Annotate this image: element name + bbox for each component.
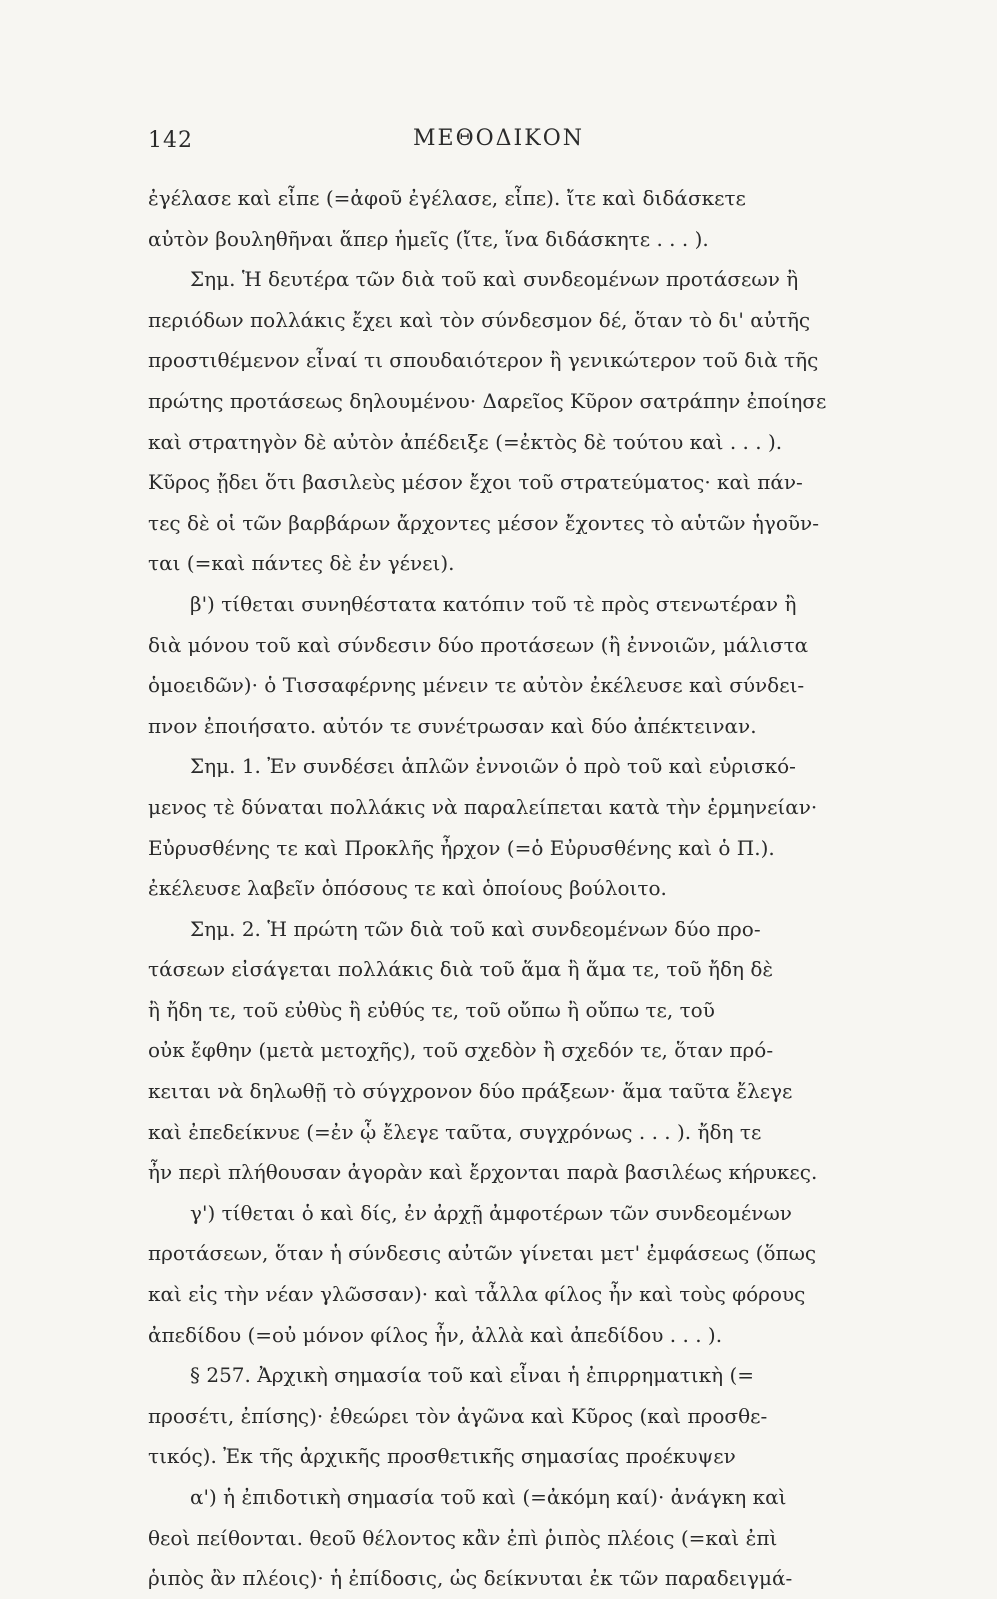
text-line: μενος τὲ δύναται πολλάκις νὰ παραλείπεται κατὰ τὴν ἑρμηνείαν· bbox=[148, 794, 818, 819]
text-line: γ') τίθεται ὁ καὶ δίς, ἐν ἀρχῇ ἀμφοτέρων τῶν συνδεομένων bbox=[190, 1200, 792, 1225]
text-line: τες δὲ οἱ τῶν βαρβάρων ἄρχοντες μέσον ἔχοντες τὸ αὑτῶν ἡγοῦν- bbox=[148, 510, 819, 535]
text-line: τικός). Ἐκ τῆς ἀρχικῆς προσθετικῆς σημασίας προέκυψεν bbox=[148, 1444, 736, 1469]
running-head: ΜΕΘΟΔΙΚΟΝ bbox=[413, 126, 584, 151]
text-line: ἢ ἤδη τε, τοῦ εὐθὺς ἢ εὐθύς τε, τοῦ οὔπω ἢ οὔπω τε, τοῦ bbox=[148, 997, 715, 1022]
text-line: προστιθέμενον εἶναί τι σπουδαιότερον ἢ γενικώτερον τοῦ διὰ τῆς bbox=[148, 348, 819, 373]
text-line: ἦν περὶ πλήθουσαν ἀγορὰν καὶ ἔρχονται παρὰ βασιλέως κήρυκες. bbox=[148, 1160, 818, 1185]
text-line: Κῦρος ᾔδει ὅτι βασιλεὺς μέσον ἔχοι τοῦ στρατεύματος· καὶ πάν- bbox=[148, 470, 803, 495]
body-text bbox=[148, 178, 908, 1599]
text-line: β') τίθεται συνηθέστατα κατόπιν τοῦ τὲ πρὸς στενωτέραν ἢ bbox=[190, 591, 797, 616]
text-line: καὶ εἰς τὴν νέαν γλῶσσαν)· καὶ τἆλλα φίλος ἦν καὶ τοὺς φόρους bbox=[148, 1282, 806, 1307]
text-line: ὁμοειδῶν)· ὁ Τισσαφέρνης μένειν τε αὐτὸν ἐκέλευσε καὶ σύνδει- bbox=[148, 673, 805, 698]
text-line: οὐκ ἔφθην (μετὰ μετοχῆς), τοῦ σχεδὸν ἢ σχεδόν τε, ὅταν πρό- bbox=[148, 1038, 774, 1063]
text-line: ται (=καὶ πάντες δὲ ἐν γένει). bbox=[148, 551, 455, 576]
text-line: Σημ. 2. Ἡ πρώτη τῶν διὰ τοῦ καὶ συνδεομένων δύο προ- bbox=[190, 916, 761, 941]
text-line: πρώτης προτάσεως δηλουμένου· Δαρεῖος Κῦρον σατράπην ἐποίησε bbox=[148, 388, 827, 413]
text-line: αὐτὸν βουληθῆναι ἅπερ ἡμεῖς (ἴτε, ἵνα διδάσκητε . . . ). bbox=[148, 226, 709, 251]
text-line: περιόδων πολλάκις ἔχει καὶ τὸν σύνδεσμον δέ, ὅταν τὸ δι' αὐτῆς bbox=[148, 307, 811, 332]
text-line: καὶ ἐπεδείκνυε (=ἐν ᾧ ἔλεγε ταῦτα, συγχρόνως . . . ). ἤδη τε bbox=[148, 1119, 762, 1144]
text-line: ἐγέλασε καὶ εἶπε (=ἀφοῦ ἐγέλασε, εἶπε). ἴτε καὶ διδάσκετε bbox=[148, 186, 746, 210]
text-line: τάσεων εἰσάγεται πολλάκις διὰ τοῦ ἅμα ἢ ἅμα τε, τοῦ ἤδη δὲ bbox=[148, 957, 774, 982]
text-line: προτάσεων, ὅταν ἡ σύνδεσις αὐτῶν γίνεται μετ' ἐμφάσεως (ὅπως bbox=[148, 1241, 817, 1266]
text-line: διὰ μόνου τοῦ καὶ σύνδεσιν δύο προτάσεων (ἢ ἐννοιῶν, μάλιστα bbox=[148, 632, 809, 657]
text-line: ῥιπὸς ἂν πλέοις)· ἡ ἐπίδοσις, ὡς δείκνυται ἐκ τῶν παραδειγμά- bbox=[148, 1566, 793, 1591]
text-line: α') ἡ ἐπιδοτικὴ σημασία τοῦ καὶ (=ἀκόμη καί)· ἀνάγκη καὶ bbox=[190, 1485, 787, 1509]
page-number: 142 bbox=[148, 128, 193, 153]
text-line: ἐκέλευσε λαβεῖν ὁπόσους τε καὶ ὁποίους βούλοιτο. bbox=[148, 876, 667, 901]
text-line: πνον ἐποιήσατο. αὐτόν τε συνέτρωσαν καὶ δύο ἀπέκτειναν. bbox=[148, 713, 757, 738]
text-line: καὶ στρατηγὸν δὲ αὐτὸν ἀπέδειξε (=ἐκτὸς δὲ τούτου καὶ . . . ). bbox=[148, 429, 783, 454]
text-line: § 257. Ἀρχικὴ σημασία τοῦ καὶ εἶναι ἡ ἐπιρρηματικὴ (= bbox=[190, 1363, 755, 1388]
text-line: Εὐρυσθένης τε καὶ Προκλῆς ἦρχον (=ὁ Εὐρυσθένης καὶ ὁ Π.). bbox=[148, 835, 775, 860]
text-line: Σημ. 1. Ἐν συνδέσει ἁπλῶν ἐννοιῶν ὁ πρὸ τοῦ καὶ εὑρισκό- bbox=[190, 754, 796, 779]
text-line: κειται νὰ δηλωθῇ τὸ σύγχρονον δύο πράξεων· ἅμα ταῦτα ἔλεγε bbox=[148, 1079, 793, 1104]
text-line: προσέτι, ἐπίσης)· ἐθεώρει τὸν ἀγῶνα καὶ Κῦρος (καὶ προσθε- bbox=[148, 1403, 768, 1428]
text-line: Σημ. Ἡ δευτέρα τῶν διὰ τοῦ καὶ συνδεομένων προτάσεων ἢ bbox=[190, 267, 799, 292]
text-line: ἀπεδίδου (=οὐ μόνον φίλος ἦν, ἀλλὰ καὶ ἀπεδίδου . . . ). bbox=[148, 1322, 723, 1347]
text-line: θεοὶ πείθονται. θεοῦ θέλοντος κἂν ἐπὶ ῥιπὸς πλέοις (=καὶ ἐπὶ bbox=[148, 1525, 778, 1550]
